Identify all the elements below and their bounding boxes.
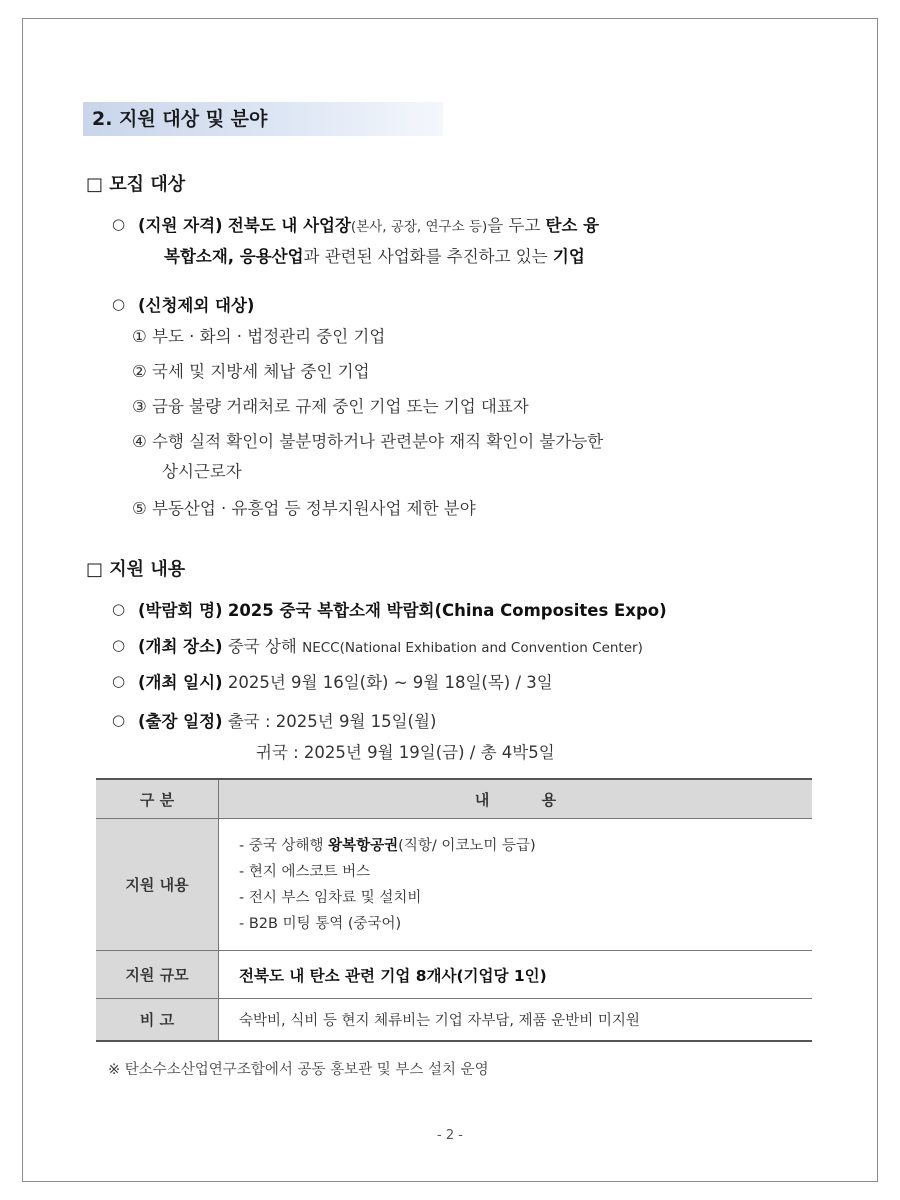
- venue-label: (개최 장소): [138, 637, 223, 656]
- table-category-remarks: 비 고: [96, 999, 219, 1041]
- table-header-content: 내 용: [219, 779, 813, 819]
- trip-departure: 출국 : 2025년 9월 15일(월): [227, 712, 437, 731]
- qualification-rest-2: 과 관련된 사업화를 추진하고 있는: [303, 247, 548, 266]
- exclusion-item-3: ③ 금융 불량 거래처로 규제 중인 기업 또는 기업 대표자: [132, 397, 529, 416]
- list-item: - B2B 미팅 통역 (중국어): [239, 915, 402, 932]
- venue-line: [138, 633, 643, 657]
- qualification-rest-1: 을 두고: [487, 216, 541, 235]
- table-content-remarks: 숙박비, 식비 등 현지 체류비는 기업 자부담, 제품 운반비 미지원: [219, 999, 813, 1041]
- qualification-small: (본사, 공장, 연구소 등): [350, 219, 488, 235]
- date-value: 2025년 9월 16일(화) ~ 9월 18일(목) / 3일: [227, 673, 553, 692]
- exclusion-item-4: ④ 수행 실적 확인이 불분명하거나 관련분야 재직 확인이 불가능한: [132, 432, 604, 451]
- trip-line: [138, 708, 436, 732]
- footnote: ※ 탄소수소산업연구조합에서 공동 홍보관 및 부스 설치 운영: [108, 1062, 489, 1078]
- expo-name-value: 2025 중국 복합소재 박람회(China Composites Expo): [227, 601, 667, 620]
- bullet-icon: ○: [112, 215, 126, 233]
- qualification-bold-3: 복합소재, 응용산업: [164, 247, 304, 266]
- table-header-category: 구 분: [96, 779, 219, 819]
- table-content-scale: 전북도 내 탄소 관련 기업 8개사(기업당 1인): [219, 951, 813, 999]
- bullet-icon: ○: [112, 636, 126, 654]
- bullet-icon: ○: [112, 672, 126, 690]
- date-line: [138, 669, 553, 693]
- section-title: 2. 지원 대상 및 분야: [83, 102, 443, 136]
- qualification-label: (지원 자격): [138, 216, 223, 235]
- list-item: - 현지 에스코트 버스: [239, 863, 371, 880]
- table-header-row: [96, 779, 812, 819]
- exclusion-item-5: ⑤ 부동산업 · 유흥업 등 정부지원사업 제한 분야: [132, 499, 476, 518]
- trip-return: 귀국 : 2025년 9월 19일(금) / 총 4박5일: [256, 743, 555, 762]
- page-number: - 2 -: [437, 1128, 463, 1143]
- expo-name-label: (박람회 명): [138, 601, 223, 620]
- recruit-heading: □ 모집 대상: [86, 174, 186, 195]
- venue-value-small: NECC(National Exhibation and Convention Center): [302, 640, 643, 656]
- list-item: - 전시 부스 임차료 및 설치비: [239, 889, 422, 906]
- table-row: [96, 819, 812, 951]
- table-row: [96, 951, 812, 999]
- list-item: - 중국 상해행 왕복항공권(직항/ 이코노미 등급): [239, 837, 536, 854]
- table-content-support: [219, 819, 813, 951]
- exclusion-item-1: ① 부도 · 화의 · 법정관리 중인 기업: [132, 327, 386, 346]
- exclusion-item-4-cont: 상시근로자: [162, 462, 242, 481]
- qualification-bold-2: 탄소 융: [545, 216, 600, 235]
- date-label: (개최 일시): [138, 673, 223, 692]
- qualification-line-1: [138, 212, 599, 236]
- venue-value: 중국 상해: [227, 637, 303, 656]
- exclusion-label: (신청제외 대상): [138, 296, 255, 315]
- qualification-bold-4: 기업: [552, 247, 585, 266]
- bullet-icon: ○: [112, 600, 126, 618]
- table-category-scale: 지원 규모: [96, 951, 219, 999]
- trip-label: (출장 일정): [138, 712, 223, 731]
- qualification-line-2: [164, 243, 585, 267]
- qualification-bold-1: 전북도 내 사업장: [227, 216, 351, 235]
- support-heading: □ 지원 내용: [86, 559, 186, 580]
- support-table: [96, 778, 812, 1042]
- table-category-support: 지원 내용: [96, 819, 219, 951]
- table-row: [96, 999, 812, 1041]
- bullet-icon: ○: [112, 295, 126, 313]
- bullet-icon: ○: [112, 711, 126, 729]
- expo-name-line: [138, 597, 667, 621]
- exclusion-item-2: ② 국세 및 지방세 체납 중인 기업: [132, 362, 370, 381]
